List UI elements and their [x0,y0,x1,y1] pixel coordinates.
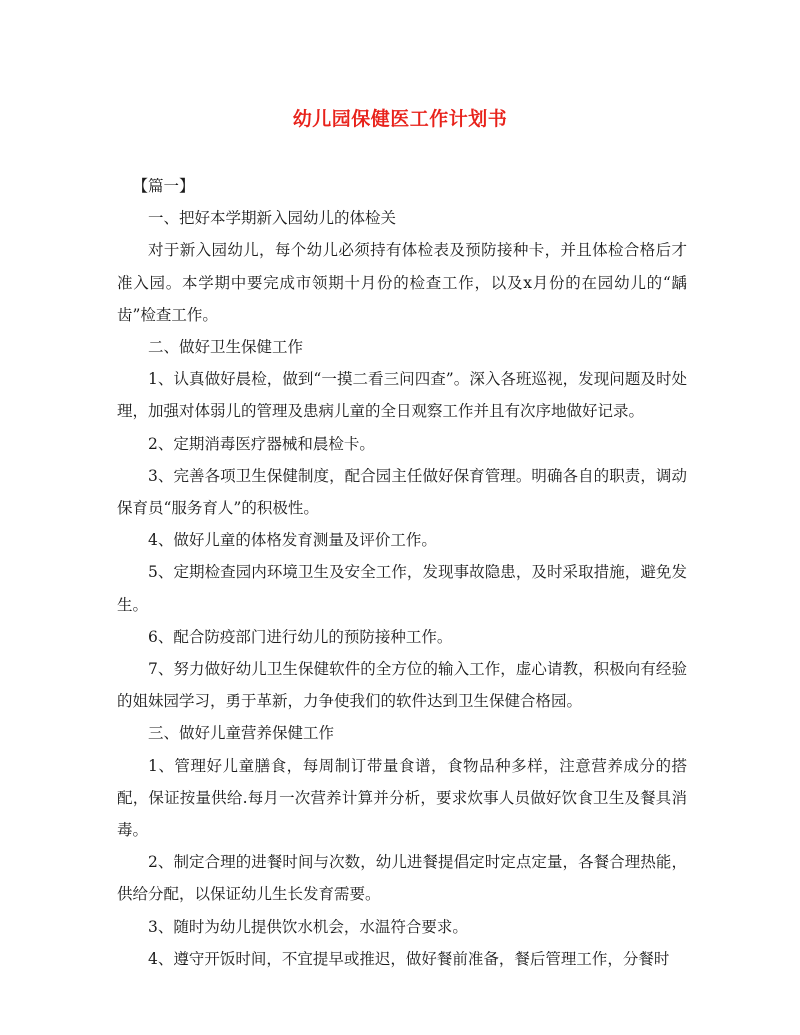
paragraph: 2、制定合理的进餐时间与次数，幼儿进餐提倡定时定点定量，各餐合理热能，供给分配，以保证幼儿生长发育需要。 [117,853,687,904]
paragraph: 7、努力做好幼儿卫生保健软件的全方位的输入工作，虚心请教，积极向有经验的姐妹园学习，勇于革新，力争使我们的软件达到卫生保健合格园。 [117,660,687,711]
paragraph: 6、配合防疫部门进行幼儿的预防接种工作。 [148,627,453,646]
document-body [117,170,687,975]
heading-3: 三、做好儿童营养保健工作 [148,724,335,743]
paragraph: 5、定期检查园内环境卫生及安全工作，发现事故隐患，及时采取措施，避免发生。 [117,563,687,614]
paragraph: 4、遵守开饭时间，不宜提早或推迟，做好餐前准备，餐后管理工作，分餐时 [148,949,670,968]
paragraph: 3、随时为幼儿提供饮水机会，水温符合要求。 [148,917,468,936]
paragraph: 4、做好儿童的体格发育测量及评价工作。 [148,531,437,550]
heading-1: 一、把好本学期新入园幼儿的体检关 [148,209,397,228]
paragraph: 1、管理好儿童膳食，每周制订带量食谱，食物品种多样，注意营养成分的搭配，保证按量供给.每月一次营养计算并分析，要求炊事人员做好饮食卫生及餐具消毒。 [117,756,687,840]
heading-2: 二、做好卫生保健工作 [148,338,304,357]
paragraph: 1、认真做好晨检，做到“一摸二看三问四查”。深入各班巡视，发现问题及时处理，加强对体弱儿的管理及患病儿童的全日观察工作并且有次序地做好记录。 [117,370,687,421]
paragraph: 2、定期消毒医疗器械和晨检卡。 [148,434,375,453]
paragraph: 3、完善各项卫生保健制度，配合园主任做好保育管理。明确各自的职责，调动保育员“服务育人”的积极性。 [117,466,687,518]
paragraph: 对于新入园幼儿，每个幼儿必须持有体检表及预防接种卡，并且体检合格后才准入园。本学期中要完成市领期十月份的检查工作，以及x月份的在园幼儿的“龋齿”检查工作。 [117,241,687,324]
section-label: 【篇一】 [132,177,195,195]
document-title: 幼儿园保健医工作计划书 [292,108,508,130]
